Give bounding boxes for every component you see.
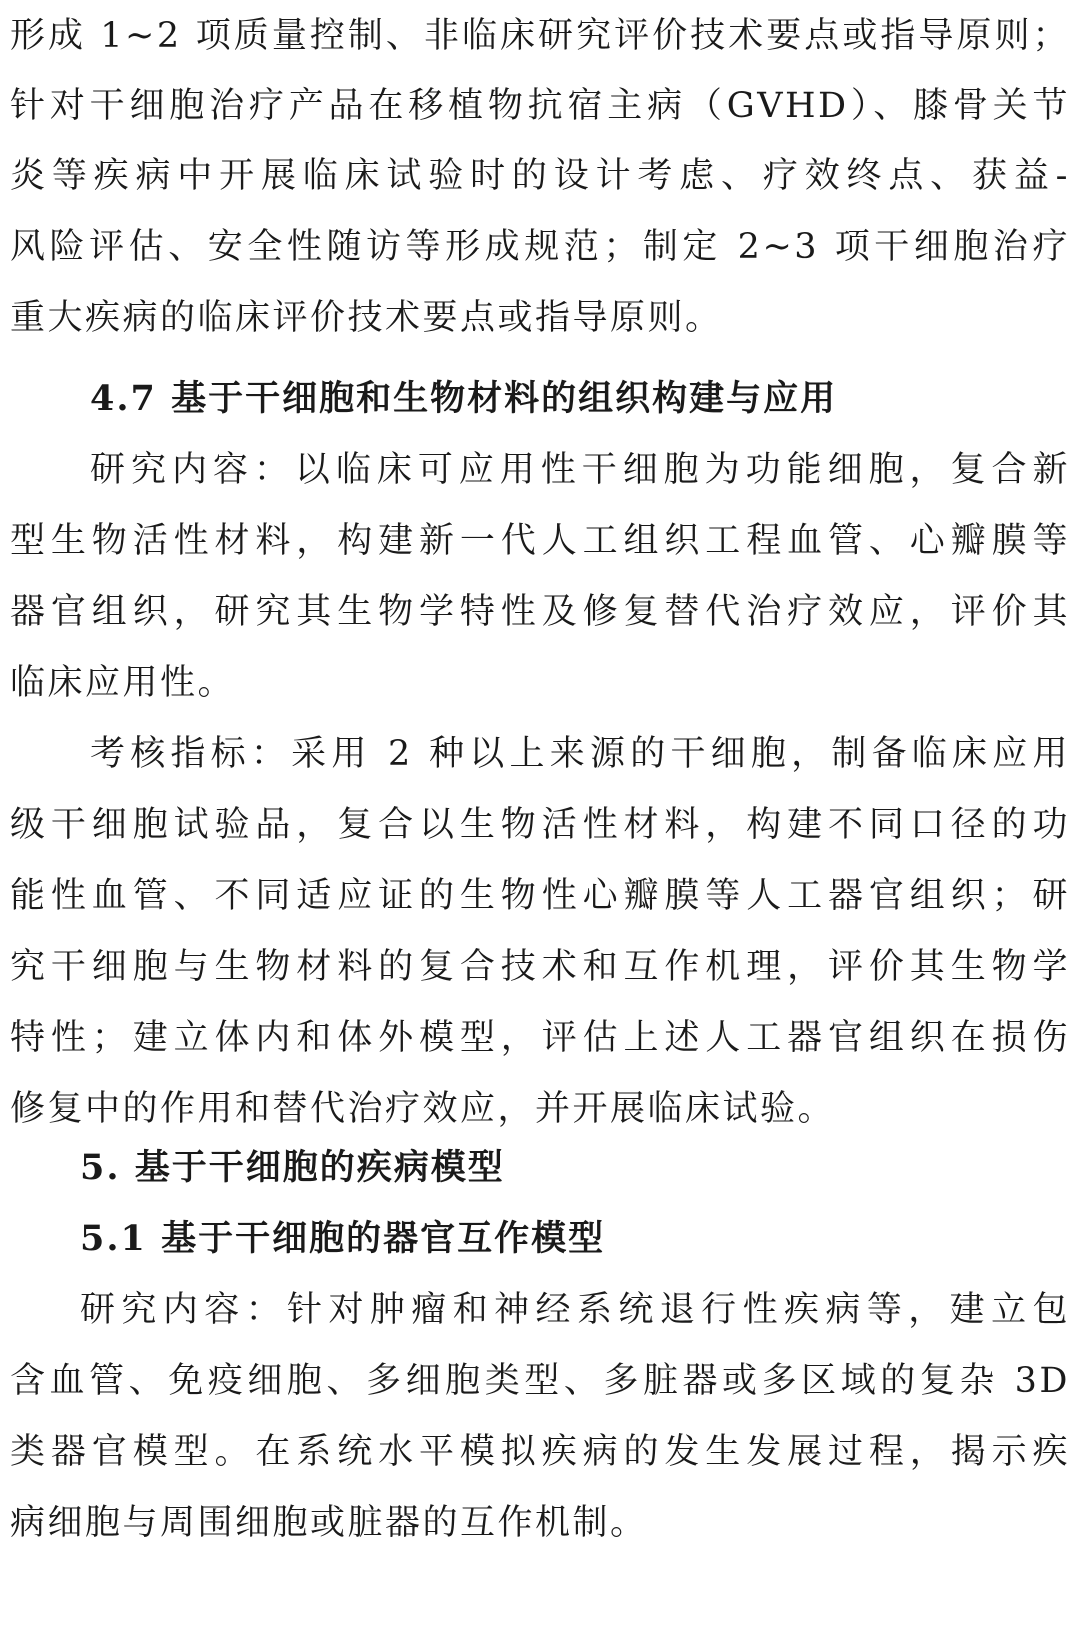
paragraph-line: 考核指标：采用 2 种以上来源的干细胞，制备临床应用 bbox=[90, 734, 1070, 774]
paragraph-line: 能性血管、不同适应证的生物性心瓣膜等人工器官组织；研 bbox=[10, 876, 1070, 916]
paragraph-line: 含血管、免疫细胞、多细胞类型、多脏器或多区域的复杂 3D bbox=[10, 1361, 1070, 1401]
paragraph-line: 特性；建立体内和体外模型，评估上述人工器官组织在损伤 bbox=[10, 1018, 1070, 1058]
paragraph-line: 类器官模型。在系统水平模拟疾病的发生发展过程，揭示疾 bbox=[10, 1432, 1070, 1472]
paragraph-line: 形成 1~2 项质量控制、非临床研究评价技术要点或指导原则； bbox=[10, 16, 1070, 56]
paragraph-line: 针对干细胞治疗产品在移植物抗宿主病（GVHD）、膝骨关节 bbox=[10, 86, 1070, 126]
paragraph-line: 究干细胞与生物材料的复合技术和互作机理，评价其生物学 bbox=[10, 947, 1070, 987]
section-heading-4-7: 4.7 基于干细胞和生物材料的组织构建与应用 bbox=[90, 378, 838, 419]
paragraph-line: 病细胞与周围细胞或脏器的互作机制。 bbox=[10, 1503, 648, 1543]
paragraph-line: 级干细胞试验品，复合以生物活性材料，构建不同口径的功 bbox=[10, 805, 1070, 845]
section-heading-5: 5. 基于干细胞的疾病模型 bbox=[80, 1147, 505, 1188]
paragraph-line: 临床应用性。 bbox=[10, 663, 236, 703]
paragraph-line: 风险评估、安全性随访等形成规范；制定 2~3 项干细胞治疗 bbox=[10, 227, 1070, 267]
paragraph-line: 重大疾病的临床评价技术要点或指导原则。 bbox=[10, 298, 723, 338]
section-heading-5-1: 5.1 基于干细胞的器官互作模型 bbox=[80, 1218, 606, 1259]
paragraph-line: 研究内容：针对肿瘤和神经系统退行性疾病等，建立包 bbox=[80, 1290, 1070, 1330]
paragraph-line: 修复中的作用和替代治疗效应，并开展临床试验。 bbox=[10, 1089, 836, 1129]
paragraph-line: 炎等疾病中开展临床试验时的设计考虑、疗效终点、获益- bbox=[10, 156, 1070, 196]
paragraph-line: 器官组织，研究其生物学特性及修复替代治疗效应，评价其 bbox=[10, 592, 1070, 632]
paragraph-line: 型生物活性材料，构建新一代人工组织工程血管、心瓣膜等 bbox=[10, 521, 1070, 561]
paragraph-line: 研究内容：以临床可应用性干细胞为功能细胞，复合新 bbox=[90, 450, 1070, 490]
